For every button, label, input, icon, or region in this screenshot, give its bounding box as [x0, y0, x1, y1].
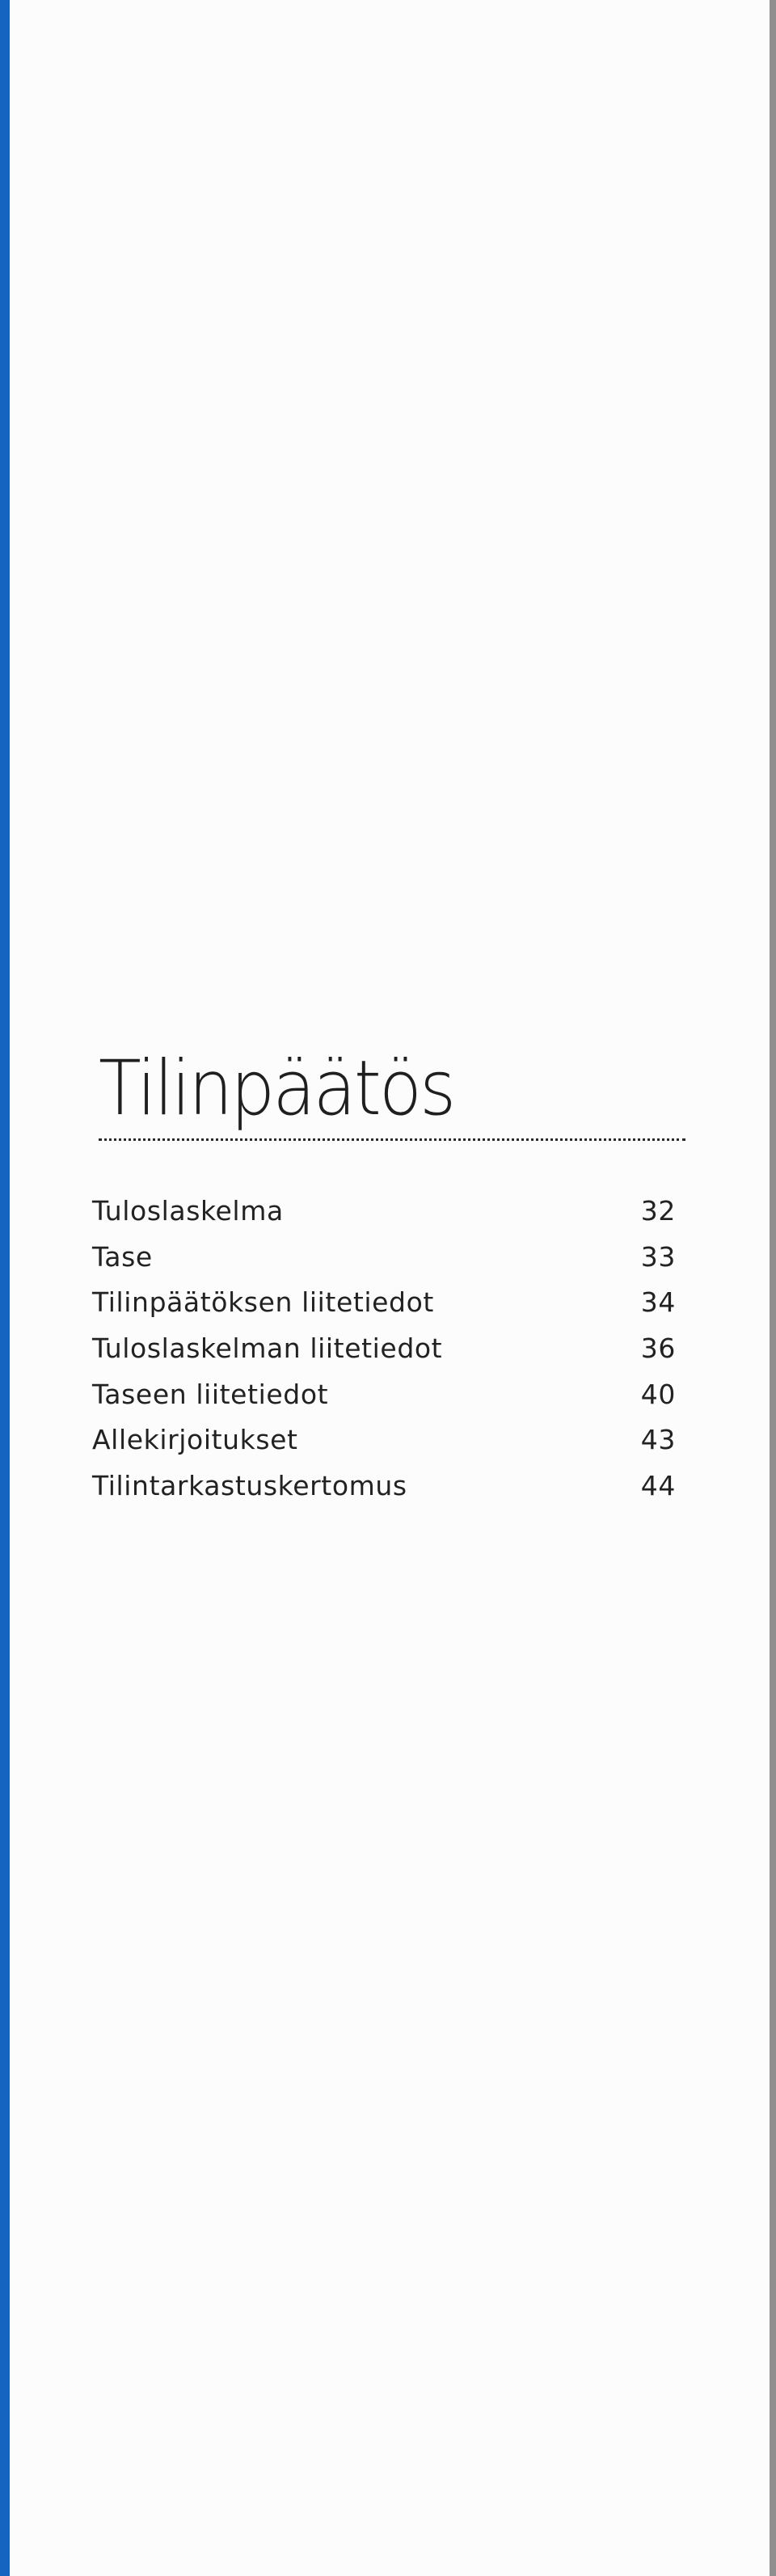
toc-entry-page: 32: [640, 1195, 676, 1227]
toc-entry-page: 36: [640, 1332, 676, 1365]
toc-entry[interactable]: [92, 1286, 676, 1332]
toc-entry-label: Tilintarkastuskertomus: [92, 1470, 407, 1502]
toc-entry-label: Taseen liitetiedot: [92, 1378, 329, 1410]
toc-entry-page: 44: [640, 1470, 676, 1502]
toc-entry[interactable]: [92, 1424, 676, 1470]
toc-entry-label: Tilinpäätöksen liitetiedot: [92, 1286, 434, 1319]
toc-entry-label: Tuloslaskelma: [92, 1195, 284, 1227]
toc-entry[interactable]: [92, 1195, 676, 1241]
dotted-divider: [99, 1138, 685, 1141]
right-edge-bar: [770, 0, 776, 2576]
toc-entry[interactable]: [92, 1470, 676, 1516]
table-of-contents: [92, 1195, 676, 1516]
toc-entry[interactable]: [92, 1332, 676, 1379]
section-header: [99, 1045, 685, 1133]
section-title: Tilinpäätös: [99, 1045, 454, 1133]
toc-entry-label: Allekirjoitukset: [92, 1424, 298, 1456]
toc-entry-page: 40: [640, 1378, 676, 1410]
toc-entry-page: 33: [640, 1240, 676, 1273]
toc-entry-page: 43: [640, 1424, 676, 1456]
toc-entry-page: 34: [640, 1286, 676, 1319]
toc-entry-label: Tase: [92, 1240, 153, 1273]
toc-entry[interactable]: [92, 1379, 676, 1425]
toc-entry[interactable]: [92, 1241, 676, 1287]
toc-entry-label: Tuloslaskelman liitetiedot: [92, 1332, 443, 1365]
left-accent-bar: [0, 0, 10, 2576]
